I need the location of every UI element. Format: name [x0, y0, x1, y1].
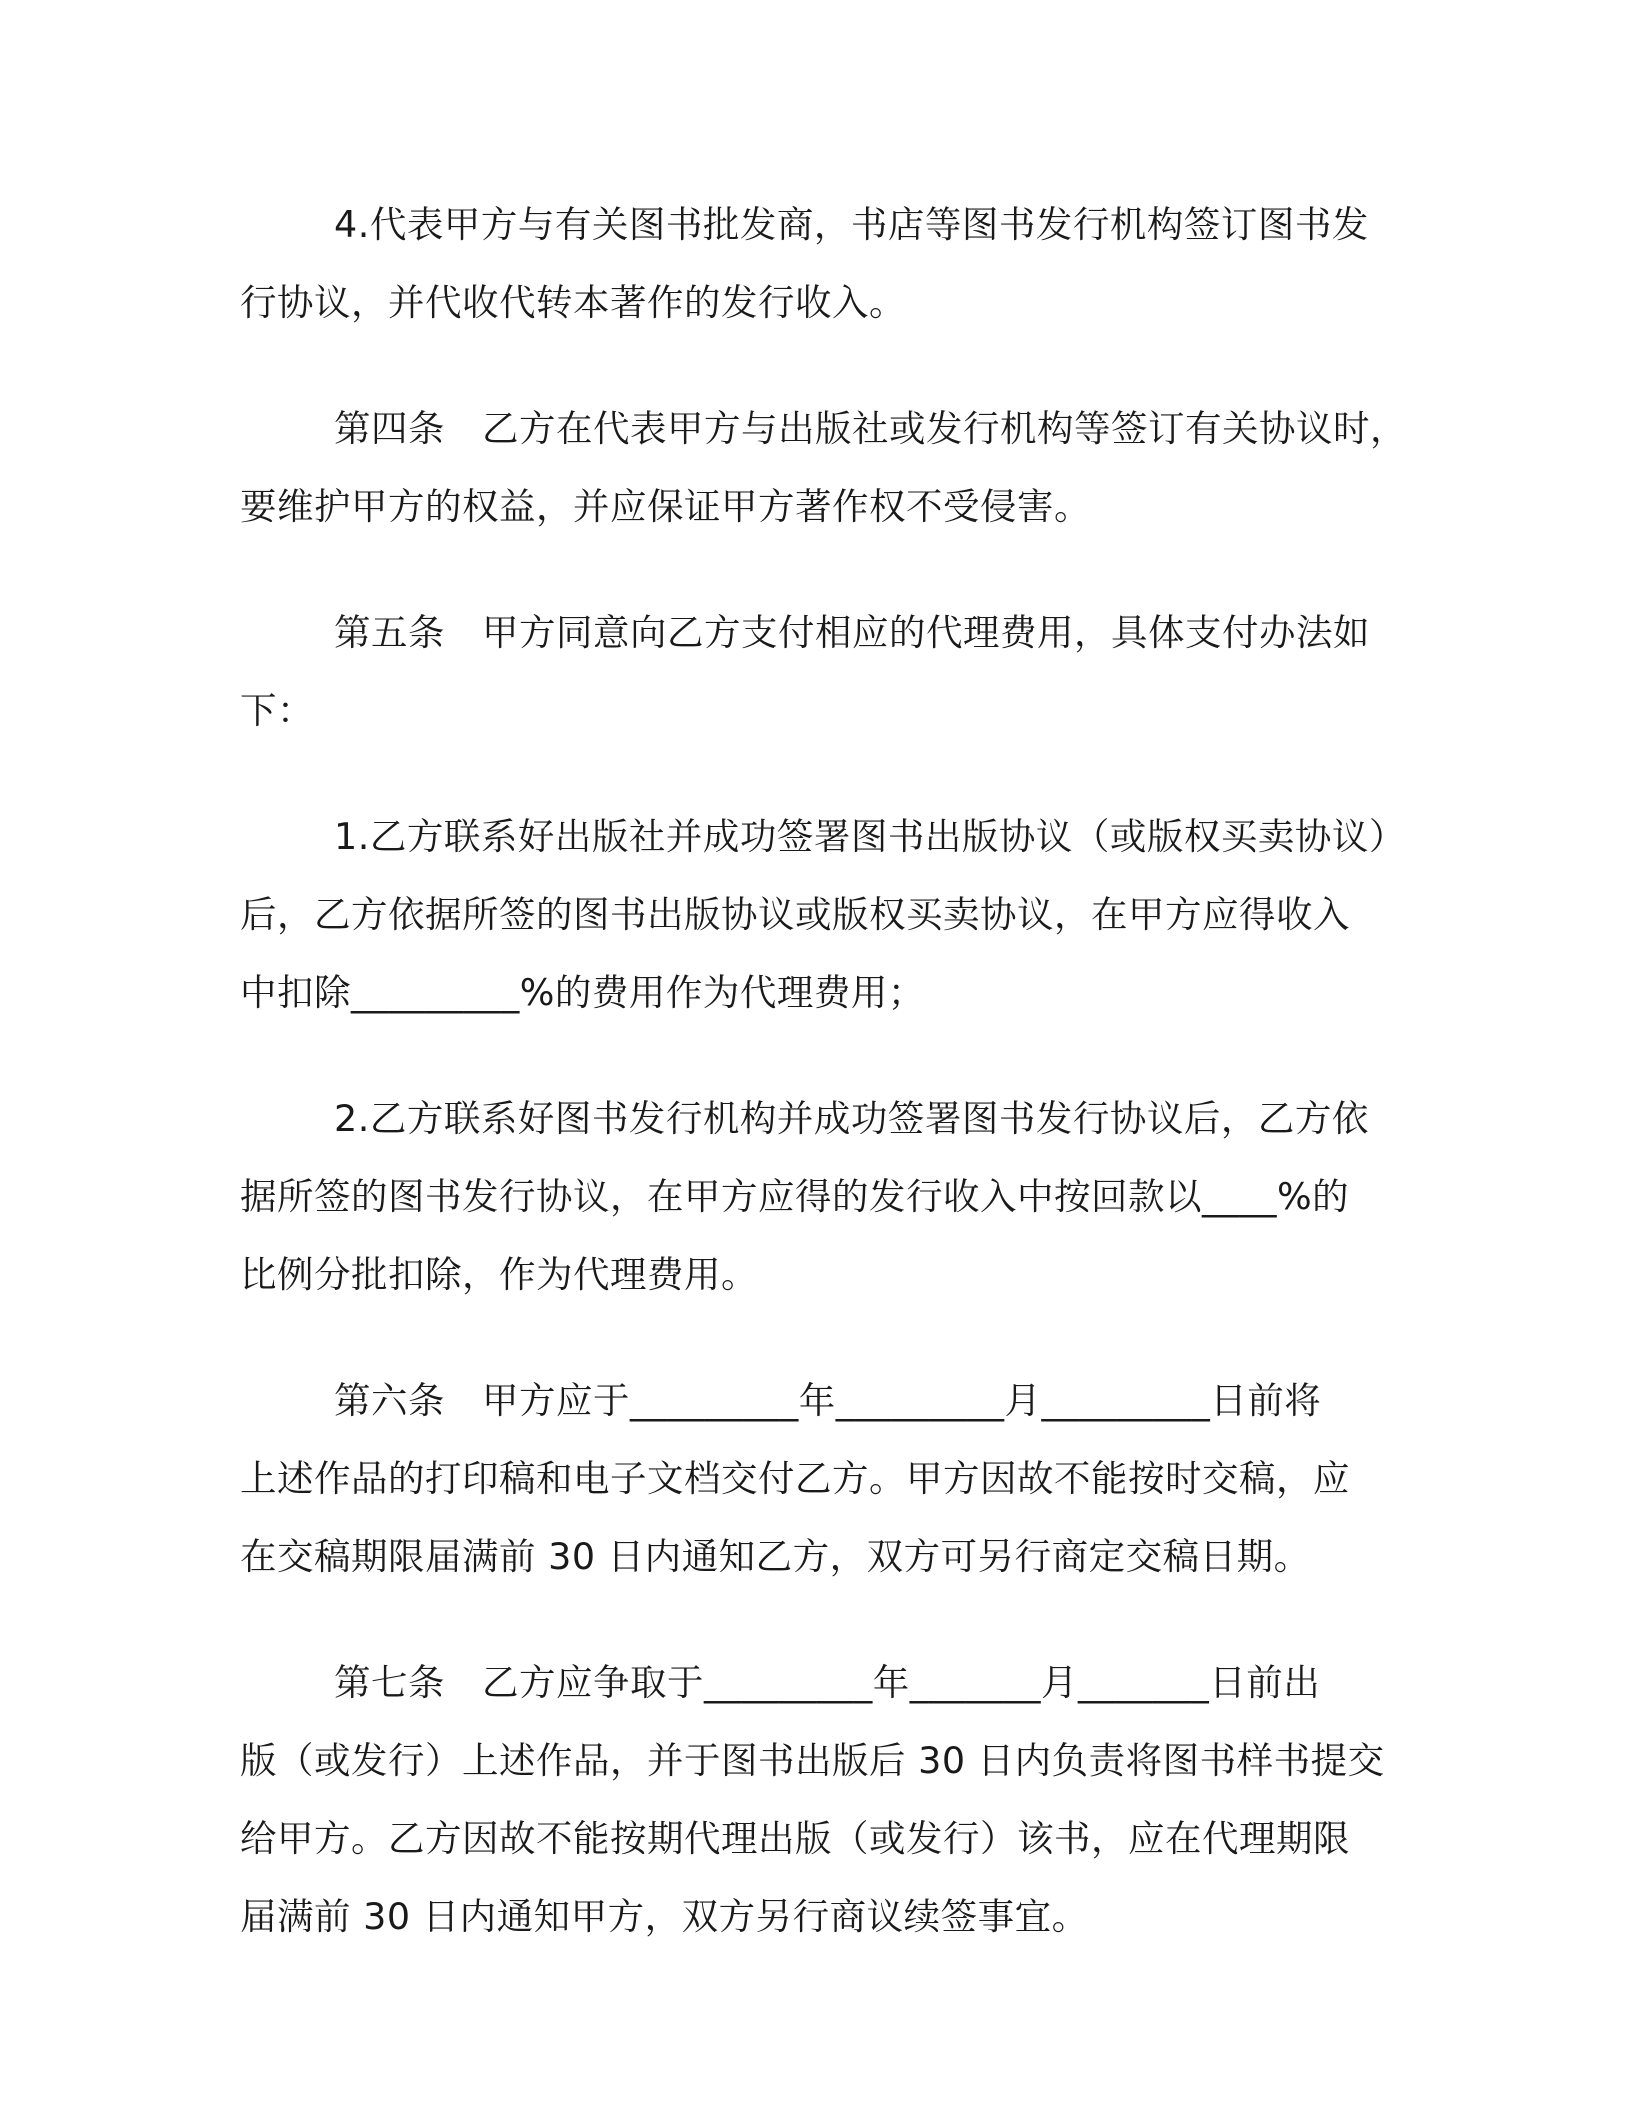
- text-line: 1.乙方联系好出版社并成功签署图书出版协议（或版权买卖协议）: [334, 815, 1406, 858]
- paragraph-fee-item-2: [240, 1080, 1400, 1314]
- text-line: 后，乙方依据所签的图书出版协议或版权买卖协议，在甲方应得收入: [240, 893, 1350, 936]
- paragraph-article-7: [240, 1644, 1400, 1956]
- text-line: 上述作品的打印稿和电子文档交付乙方。甲方因故不能按时交稿，应: [240, 1457, 1350, 1500]
- text-line: 第六条 甲方应于_________年_________月_________日前将: [334, 1379, 1322, 1422]
- text-line: 要维护甲方的权益，并应保证甲方著作权不受侵害。: [240, 485, 1091, 528]
- text-line: 届满前 30 日内通知甲方，双方另行商议续签事宜。: [240, 1895, 1089, 1938]
- document-body: [240, 186, 1407, 2004]
- text-line: 第五条 甲方同意向乙方支付相应的代理费用，具体支付办法如: [334, 611, 1370, 654]
- text-line: 版（或发行）上述作品，并于图书出版后 30 日内负责将图书样书提交: [240, 1739, 1385, 1782]
- paragraph-article-6: [240, 1362, 1400, 1596]
- text-line: 行协议，并代收代转本著作的发行收入。: [240, 281, 906, 324]
- text-line: 2.乙方联系好图书发行机构并成功签署图书发行协议后，乙方依: [334, 1097, 1369, 1140]
- text-line: 下：: [240, 689, 314, 732]
- text-line: 在交稿期限届满前 30 日内通知乙方，双方可另行商定交稿日期。: [240, 1535, 1311, 1578]
- text-line: 据所签的图书发行协议，在甲方应得的发行收入中按回款以____%的: [240, 1175, 1350, 1218]
- text-line: 第四条 乙方在代表甲方与出版社或发行机构等签订有关协议时，: [334, 407, 1407, 450]
- text-line: 4.代表甲方与有关图书批发商，书店等图书发行机构签订图书发: [334, 203, 1369, 246]
- text-line: 第七条 乙方应争取于_________年_______月_______日前出: [334, 1661, 1321, 1704]
- text-line: 比例分批扣除，作为代理费用。: [240, 1253, 758, 1296]
- paragraph-article-5: [240, 594, 1400, 750]
- paragraph-fee-item-1: [240, 798, 1406, 1032]
- paragraph-article-4: [240, 390, 1407, 546]
- text-line: 中扣除_________%的费用作为代理费用；: [240, 971, 925, 1014]
- text-line: 给甲方。乙方因故不能按期代理出版（或发行）该书，应在代理期限: [240, 1817, 1350, 1860]
- paragraph-item-4: [240, 186, 1400, 342]
